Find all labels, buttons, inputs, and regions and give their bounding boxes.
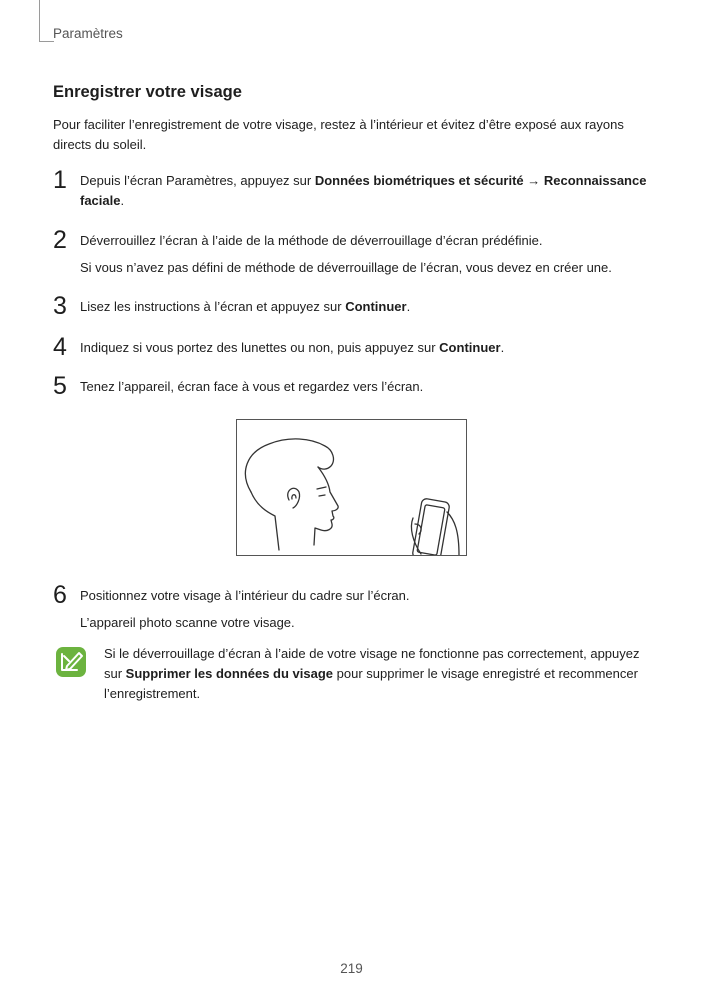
note-text xyxy=(104,644,659,704)
finger xyxy=(447,512,459,555)
ear xyxy=(288,488,300,508)
face-phone-illustration xyxy=(236,419,467,556)
step-text: Déverrouillez l’écran à l’aide de la méthode de déverrouillage d’écran prédéfinie. xyxy=(80,233,543,248)
step-number: 5 xyxy=(53,372,67,400)
step-subtext: Si vous n’avez pas défini de méthode de déverrouillage de l’écran, vous devez en créer une. xyxy=(80,260,612,275)
step-arrow: → xyxy=(523,173,544,188)
step-text xyxy=(80,297,650,317)
note-bold-term: Supprimer les données du visage xyxy=(125,666,334,681)
step-text: Positionnez votre visage à l’intérieur du cadre sur l’écran. xyxy=(80,588,410,603)
running-header: Paramètres xyxy=(53,26,123,41)
step-text-part: Indiquez si vous portez des lunettes ou non, puis appuyez sur xyxy=(80,340,440,355)
header-rule-horizontal xyxy=(39,41,54,42)
step-text xyxy=(80,338,650,358)
step-bold-term: Continuer xyxy=(345,299,407,314)
step-text-part: . xyxy=(500,340,505,355)
header-rule-vertical xyxy=(39,0,40,42)
step-number: 1 xyxy=(53,166,67,194)
step-text-part: . xyxy=(120,193,125,208)
step-bold-term: Reconnaissance faciale xyxy=(80,173,647,208)
step-text: Tenez l’appareil, écran face à vous et regardez vers l’écran. xyxy=(80,379,424,394)
eye xyxy=(319,495,325,496)
note-text-part: pour supprimer le visage enregistré et recommencer l’enregistrement. xyxy=(104,666,638,701)
step-number: 6 xyxy=(53,581,67,609)
step-bold-term: Continuer xyxy=(439,340,501,355)
face-facing-phone-illustration xyxy=(237,420,466,555)
hair-outline xyxy=(245,439,333,492)
head-back xyxy=(251,492,279,550)
ear-inner xyxy=(292,495,296,499)
note-text-part: Si le déverrouillage d’écran à l’aide de votre visage ne fonctionne pas correctement, appuyez sur xyxy=(104,646,640,681)
section-title: Enregistrer votre visage xyxy=(53,83,242,101)
face-profile xyxy=(314,467,338,545)
step-text xyxy=(80,171,650,211)
step-text-part: . xyxy=(406,299,411,314)
note-pencil-icon xyxy=(55,646,87,678)
page-number: 219 xyxy=(340,961,363,976)
step-number: 3 xyxy=(53,292,67,320)
step-text-part: Lisez les instructions à l’écran et appuyez sur xyxy=(80,299,346,314)
step-subtext: L’appareil photo scanne votre visage. xyxy=(80,615,295,630)
step-number: 4 xyxy=(53,333,67,361)
eyebrow xyxy=(317,487,326,489)
step-bold-term: Données biométriques et sécurité xyxy=(314,173,524,188)
section-intro: Pour faciliter l’enregistrement de votre visage, restez à l’intérieur et évitez d’être exposé aux rayons directs du soleil. xyxy=(53,117,624,152)
step-text-part: Depuis l’écran Paramètres, appuyez sur xyxy=(80,173,315,188)
step-number: 2 xyxy=(53,226,67,254)
